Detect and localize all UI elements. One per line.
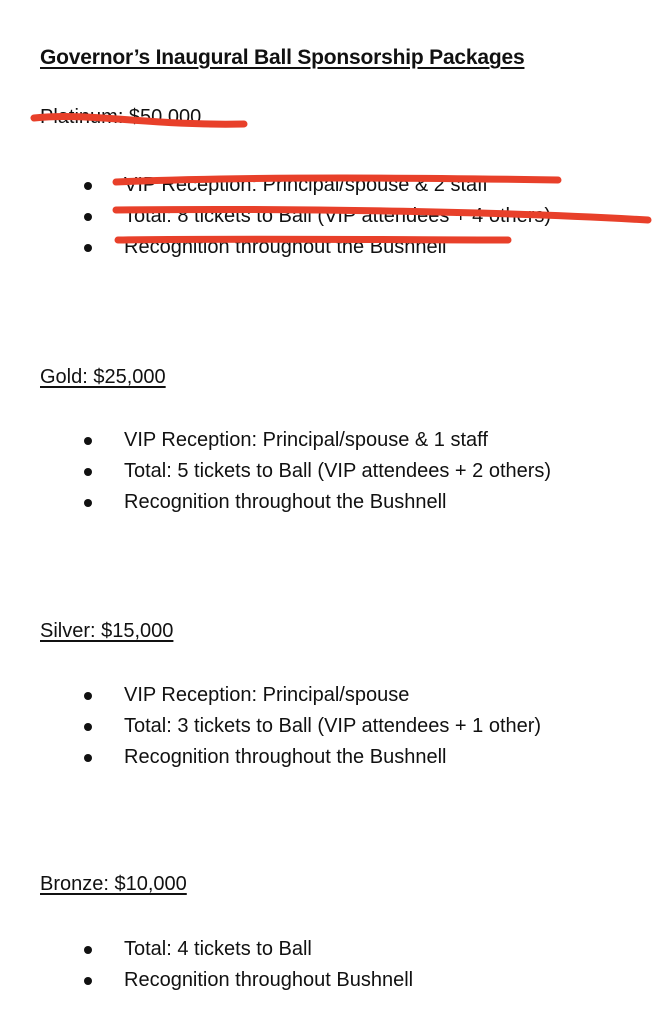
bullet-dot [84, 723, 92, 731]
list-item-text: Recognition throughout Bushnell [124, 969, 414, 991]
bullet-dot [84, 692, 92, 700]
list-item-text: Total: 8 tickets to Ball (VIP attendees + 4 others) [124, 205, 552, 227]
silver-heading: Silver: $15,000 [40, 620, 174, 642]
bullet-dot [84, 213, 92, 221]
list-item-text: Recognition throughout the Bushnell [124, 746, 447, 768]
platinum-heading-text: Platinum: $50,000 [40, 106, 202, 128]
list-item-text: Recognition throughout the Bushnell [124, 491, 447, 513]
list-item-text: VIP Reception: Principal/spouse [124, 684, 410, 706]
bullet-dot [84, 499, 92, 507]
bullet-dot [84, 946, 92, 954]
bullet-dot [84, 244, 92, 252]
bullet-dot [84, 182, 92, 190]
list-item-text: Total: 3 tickets to Ball (VIP attendees + 1 other) [124, 715, 542, 737]
bullet-dot [84, 977, 92, 985]
platinum-heading [40, 106, 201, 129]
bullet-dot [84, 468, 92, 476]
list-item-text: Recognition throughout the Bushnell [124, 236, 447, 258]
gold-heading: Gold: $25,000 [40, 366, 166, 388]
document-title: Governor’s Inaugural Ball Sponsorship Packages [40, 46, 525, 69]
list-item-text: Total: 5 tickets to Ball (VIP attendees + 2 others) [124, 460, 552, 482]
list-item-text: VIP Reception: Principal/spouse & 1 staff [124, 429, 488, 451]
list-item-text: VIP Reception: Principal/spouse & 2 staff [124, 174, 488, 196]
bullet-dot [84, 754, 92, 762]
bullet-dot [84, 437, 92, 445]
list-item-text: Total: 4 tickets to Ball [124, 938, 312, 960]
bronze-heading: Bronze: $10,000 [40, 873, 187, 895]
